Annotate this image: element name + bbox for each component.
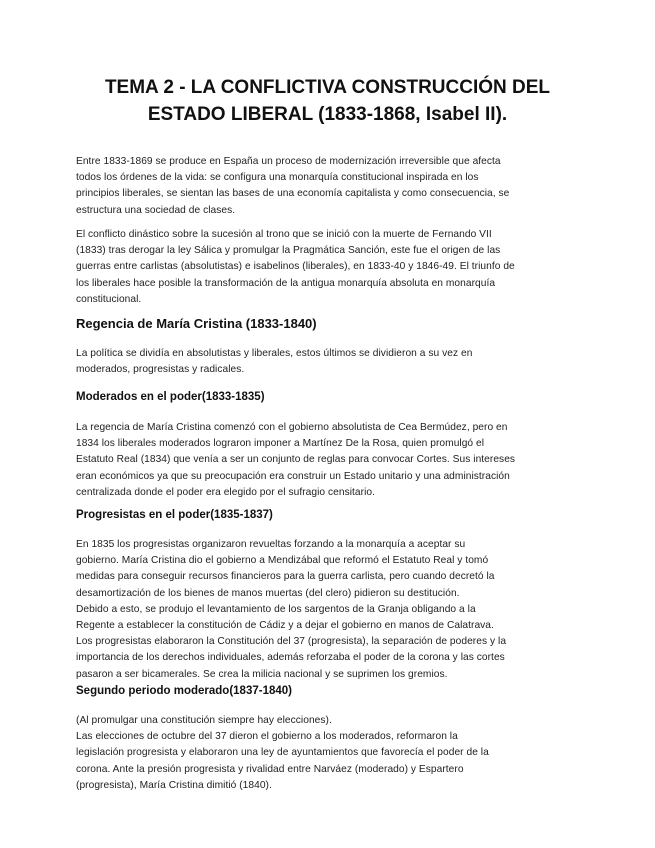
moderados-paragraph: La regencia de María Cristina comenzó con el gobierno absolutista de Cea Bermúdez, pero en 1834 los liberales moderados lograron imponer a Martínez De la Rosa, quien promulgó el Estatuto Real (1834) que venía a ser un conjunto de reglas para convocar Cortes. Sus intereses eran económicos ya que su preocupación era construir un Estado unitario y una administración centralizada donde el poder era elegido por el sufragio censitario. [76, 422, 516, 498]
regencia-heading: Regencia de María Cristina (1833-1840) [76, 316, 317, 331]
document-title [40, 74, 615, 128]
segundo-moderado-paragraph: (Al promulgar una constitución siempre hay elecciones). Las elecciones de octubre del 37 dieron el gobierno a los moderados, reformaron la legislación progresista y elaboraron una ley de ayuntamientos que favorecía el poder de la corona. Ante la presión progresista y rivalidad entre Narváez (moderado) y Espartero (progresista), María Cristina dimitió (1840). [76, 715, 489, 791]
segundo-moderado-heading: Segundo periodo moderado(1837-1840) [76, 685, 292, 697]
title-line-1: TEMA 2 - LA CONFLICTIVA CONSTRUCCIÓN DEL [104, 77, 551, 98]
moderados-heading: Moderados en el poder(1833-1835) [76, 391, 265, 403]
conflict-paragraph: El conflicto dinástico sobre la sucesión al trono que se inició con la muerte de Fernando VII (1833) tras derogar la ley Sálica y promulgar la Pragmática Sanción, este fue el origen de las guerras entre carlistas (absolutistas) e isabelinos (liberales), en 1833-40 y 1846-49. El triunfo de los liberales hace posible la transformación de la antigua monarquía absoluta en monarquía constitucional. [76, 229, 515, 305]
regencia-paragraph: La política se dividía en absolutistas y liberales, estos últimos se dividieron a su vez en moderados, progresistas y radicales. [76, 348, 473, 376]
intro-paragraph: Entre 1833-1869 se produce en España un proceso de modernización irreversible que afecta todos los órdenes de la vida: se configura una monarquía constitucional inspirada en los principios liberales, se sientan las bases de una economía capitalista y como consecuencia, se estructura una sociedad de clases. [76, 156, 510, 216]
progresistas-heading: Progresistas en el poder(1835-1837) [76, 509, 273, 521]
title-line-2: ESTADO LIBERAL (1833-1868, Isabel II). [147, 104, 508, 125]
progresistas-paragraph: En 1835 los progresistas organizaron revueltas forzando a la monarquía a aceptar su gobierno. María Cristina dio el gobierno a Mendizábal que reformó el Estatuto Real y tomó medidas para conseguir recursos financieros para la guerra carlista, pero cuando decretó la desamortización de los bienes de manos muertas (del clero) pidieron su destitución. Debido a esto, se produjo el levantamiento de los sargentos de la Granja obligando a la Regente a establecer la constitución de Cádiz y a dejar el gobierno en manos de Calatrava. Los progresistas elaboraron la Constitución del 37 (progresista), la separación de poderes y la importancia de los derechos individuales, además reforzaba el poder de la corona y las cortes pasaron a ser bicamerales. Se crea la milicia nacional y se suprimen los gremios. [76, 539, 507, 680]
